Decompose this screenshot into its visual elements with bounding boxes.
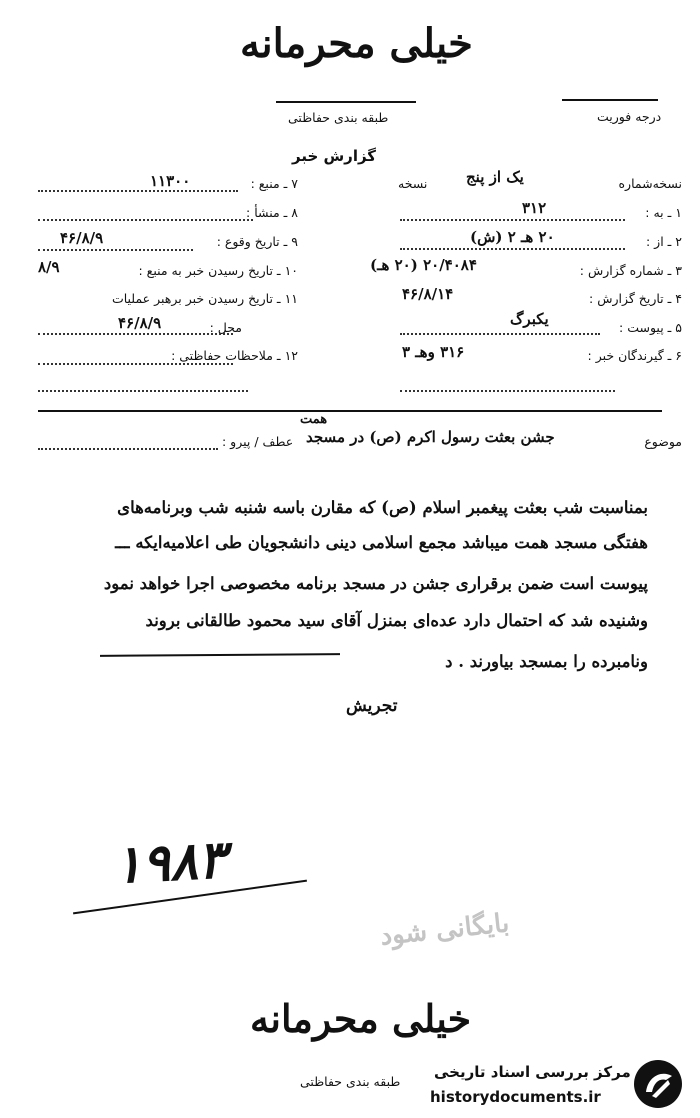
archive-logo-icon: [632, 1058, 684, 1110]
field-occurrence-date-value: ۴۶/۸/۹: [60, 229, 104, 247]
subject-ref-line: [38, 448, 218, 450]
field-to-line: [400, 219, 625, 221]
urgency-label: درجه فوریت: [597, 109, 662, 124]
footer-site: historydocuments.ir: [430, 1088, 601, 1106]
classification-top: خیلی محرمانه: [240, 20, 473, 67]
urgency-overline: [562, 99, 658, 101]
field-copy-value: یک از پنج: [466, 168, 524, 186]
field-source-label: ۷ ـ منبع :: [250, 176, 298, 191]
field-to-label: ۱ ـ به :: [645, 205, 682, 220]
field-occurrence-date-label: ۹ ـ تاریخ وقوع :: [216, 234, 298, 249]
subject-ref: عطف / پیرو :: [222, 434, 294, 449]
subject-label: موضوع: [644, 434, 682, 449]
field-copy-label: نسخه‌شماره: [618, 176, 682, 191]
field-attachment-line: [400, 333, 600, 335]
subject-value: جشن بعثت رسول اکرم (ص) در مسجد: [306, 428, 555, 446]
field-location-label: محل :: [209, 320, 242, 335]
field-recipients-line-2: [400, 390, 615, 392]
report-title: گزارش خبر: [292, 147, 377, 165]
field-recipients-value: ۳۱۶ وهـ ۳: [402, 343, 465, 361]
field-from-label: ۲ ـ از :: [645, 234, 682, 249]
field-origin-line: [38, 219, 253, 221]
field-attachment-label: ۵ ـ پیوست :: [619, 320, 682, 335]
field-security-notes-label: ۱۲ ـ ملاحظات حفاظتی :: [171, 348, 298, 363]
body-line: پیوست است ضمن برقراری جشن در مسجد برنامه مخصوصی اجرا خواهد نمود: [103, 574, 648, 593]
field-security-notes-line-2: [38, 390, 248, 392]
field-report-date-label: ۴ ـ تاریخ گزارش :: [589, 291, 682, 306]
footer-center-name: مرکز بررسی اسناد تاریخی: [434, 1063, 631, 1081]
faded-note: بایگانی شود: [378, 908, 511, 952]
place-name: تجریش: [346, 696, 398, 716]
field-recipients-label: ۶ ـ گیرندگان خبر :: [587, 348, 682, 363]
body-underline: [100, 653, 340, 657]
field-from-value: ۲۰ هـ ۲ (ش): [470, 228, 555, 246]
section-divider: [38, 410, 662, 412]
field-received-source-label: ۱۰ ـ تاریخ رسیدن خبر به منبع :: [138, 263, 298, 278]
classification-bottom: خیلی محرمانه: [250, 996, 472, 1041]
field-received-source-value: ۸/۹: [38, 258, 60, 276]
field-origin-label: ۸ ـ منشأ :: [246, 205, 298, 220]
classification-label: طبقه بندی حفاظتی: [288, 110, 389, 125]
body-line: بمناسبت شب بعثت پیغمبر اسلام (ص) که مقارن باسه شنبه شب وبرنامه‌های: [117, 498, 648, 517]
field-security-notes-line: [38, 363, 233, 365]
field-received-leader-label: ۱۱ ـ تاریخ رسیدن خبر برهبر عملیات: [111, 291, 298, 306]
field-location-value: ۴۶/۸/۹: [118, 314, 162, 332]
handwritten-year: ۱۹۸۳: [112, 829, 228, 896]
field-report-date-value: ۴۶/۸/۱۴: [402, 285, 454, 303]
body-line: ونامبرده را بمسجد بیاورند . د: [445, 652, 648, 671]
classification-overline: [276, 101, 416, 103]
field-source-line: [38, 190, 238, 192]
field-report-number-label: ۳ ـ شماره گزارش :: [579, 263, 682, 278]
field-from-line: [400, 248, 625, 250]
field-report-number-value: ۲۰/۴۰۸۴ (۲۰ هـ): [370, 256, 477, 274]
field-to-value: ۳۱۲: [522, 199, 547, 217]
field-location-line: [38, 333, 233, 335]
field-attachment-value: یکبرگ: [510, 310, 549, 328]
field-occurrence-date-line: [38, 249, 193, 251]
field-copy-suffix: نسخه: [398, 176, 428, 191]
classification-label-bottom: طبقه بندی حفاظتی: [300, 1074, 401, 1089]
subject-above: همت: [300, 412, 328, 427]
field-source-value: ۱۱۳۰۰: [150, 172, 191, 190]
body-line: وشنیده شد که احتمال دارد عده‌ای بمنزل آقای سید محمود طالقانی بروند: [145, 611, 648, 630]
body-line: هفتگی مسجد همت میباشد مجمع اسلامی دینی دانشجویان طی اعلامیه‌ایکه ـــ: [115, 533, 648, 552]
